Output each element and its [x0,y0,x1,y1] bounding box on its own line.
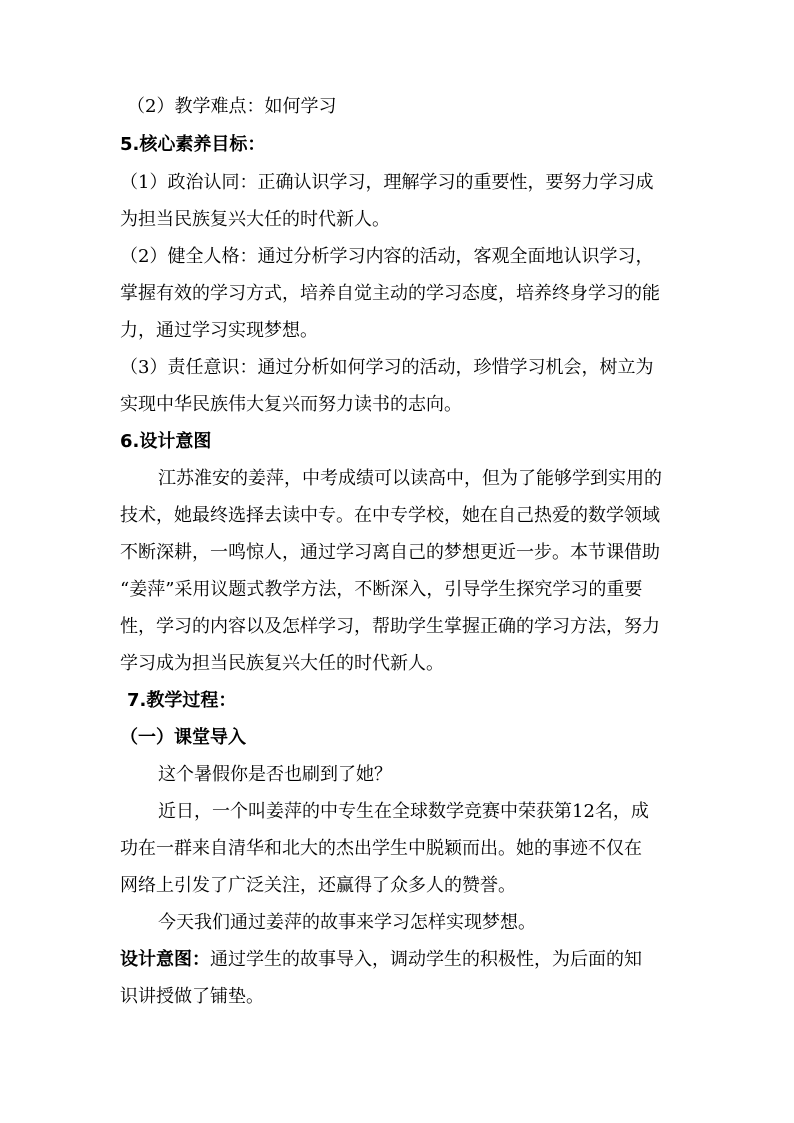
design-intent-label: 设计意图： [120,949,210,970]
paragraph-line: 江苏淮安的姜萍，中考成绩可以读高中，但为了能够学到实用的 [158,468,662,489]
design-intent-line [120,949,794,971]
paragraph-line: 力，通过学习实现梦想。 [120,320,318,341]
paragraph-line: 网络上引发了广泛关注，还赢得了众多人的赞誉。 [120,875,516,896]
paragraph-line: 今天我们通过姜萍的故事来学习怎样实现梦想。 [158,912,536,933]
paragraph-line: 实现中华民族伟大复兴而努力读书的志向。 [120,394,462,415]
paragraph-line: 掌握有效的学习方式，培养自觉主动的学习态度，培养终身学习的能 [120,283,660,304]
paragraph-line: 为担当民族复兴大任的时代新人。 [120,209,390,230]
section-7-heading: 7.教学过程： [127,690,237,711]
paragraph-line: 这个暑假你是否也刷到了她？ [158,764,392,785]
paragraph-line: 学习成为担当民族复兴大任的时代新人。 [120,653,444,674]
design-intent-text: 通过学生的故事导入，调动学生的积极性，为后面的知 [210,949,642,970]
teaching-difficulty-line: （2）教学难点：如何学习 [127,96,337,117]
paragraph-line: 技术，她最终选择去读中专。在中专学校，她在自己热爱的数学领域 [120,505,660,526]
paragraph-line: 近日，一个叫姜萍的中专生在全球数学竞赛中荣获第12名，成 [158,801,649,822]
section-6-heading: 6.设计意图 [120,431,212,452]
section-5-heading: 5.核心素养目标： [120,134,266,155]
paragraph-line: （3）责任意识：通过分析如何学习的活动，珍惜学习机会，树立为 [120,357,654,378]
paragraph-line: 不断深耕，一鸣惊人，通过学习离自己的梦想更近一步。本节课借助 [120,542,660,563]
paragraph-line: 性，学习的内容以及怎样学习，帮助学生掌握正确的学习方法，努力 [120,616,660,637]
paragraph-line: （1）政治认同：正确认识学习，理解学习的重要性，要努力学习成 [120,172,654,193]
subsection-heading: （一）课堂导入 [120,727,246,748]
paragraph-line: （2）健全人格：通过分析学习内容的活动，客观全面地认识学习， [120,246,654,267]
paragraph-line: 功在一群来自清华和北大的杰出学生中脱颖而出。她的事迹不仅在 [120,838,642,859]
paragraph-line: 识讲授做了铺垫。 [120,986,264,1007]
paragraph-line: “姜萍”采用议题式教学方法，不断深入，引导学生探究学习的重要 [120,579,643,600]
